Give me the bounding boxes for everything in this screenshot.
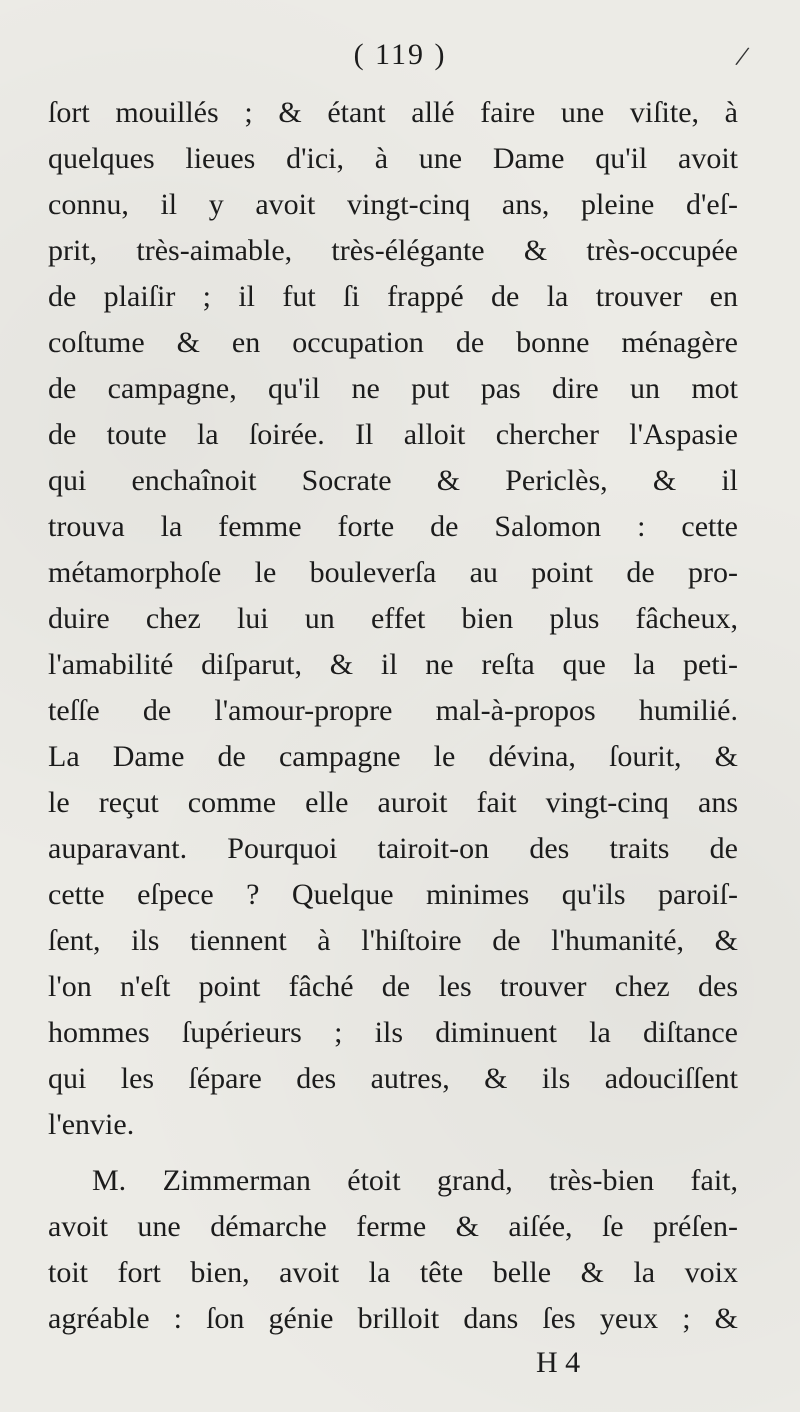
text-line: ſent, ils tiennent à l'hiſtoire de l'humanité, & [48,924,738,957]
text-line: métamorphoſe le bouleverſa au point de pro- [48,556,738,589]
text-line: le reçut comme elle auroit fait vingt-cinq ans [48,786,738,819]
margin-mark: / [733,39,752,74]
text-line: prit, très-aimable, très-élégante & très-occupée [48,234,738,267]
text-line: l'on n'eſt point fâché de les trouver chez des [48,970,738,1003]
text-line: connu, il y avoit vingt-cinq ans, pleine d'eſ- [48,188,738,221]
text-line: de plaiſir ; il fut ſi frappé de la trouver en [48,280,738,313]
text-line: La Dame de campagne le dévina, ſourit, & [48,740,738,773]
text-line: de campagne, qu'il ne put pas dire un mot [48,372,738,405]
text-line: trouva la femme forte de Salomon : cette [48,510,738,543]
text-line: cette eſpece ? Quelque minimes qu'ils paroiſ- [48,878,738,911]
text-line: quelques lieues d'ici, à une Dame qu'il avoit [48,142,738,175]
text-line: de toute la ſoirée. Il alloit chercher l'Aspasie [48,418,738,451]
text-line: teſſe de l'amour-propre mal-à-propos humilié. [48,694,738,727]
text-line: duire chez lui un effet bien plus fâcheux, [48,602,738,635]
text-line: toit fort bien, avoit la tête belle & la voix [48,1256,738,1289]
signature-mark: H 4 [536,1346,581,1379]
text-line: qui les ſépare des autres, & ils adouciſſent [48,1062,738,1095]
text-line: avoit une démarche ferme & aiſée, ſe préſen- [48,1210,738,1243]
text-line: l'envie. [48,1108,135,1141]
text-line: hommes ſupérieurs ; ils diminuent la diſtance [48,1016,738,1049]
text-line: l'amabilité diſparut, & il ne reſta que la peti- [48,648,738,681]
text-line: ſort mouillés ; & étant allé faire une viſite, à [48,96,738,129]
text-line: coſtume & en occupation de bonne ménagère [48,326,738,359]
page-number: ( 119 ) [353,38,447,71]
text-line: agréable : ſon génie brilloit dans ſes yeux ; & [48,1302,738,1335]
text-line: qui enchaînoit Socrate & Periclès, & il [48,464,738,497]
text-line: auparavant. Pourquoi tairoit-on des traits de [48,832,738,865]
text-line: M. Zimmerman étoit grand, très-bien fait, [92,1164,738,1197]
